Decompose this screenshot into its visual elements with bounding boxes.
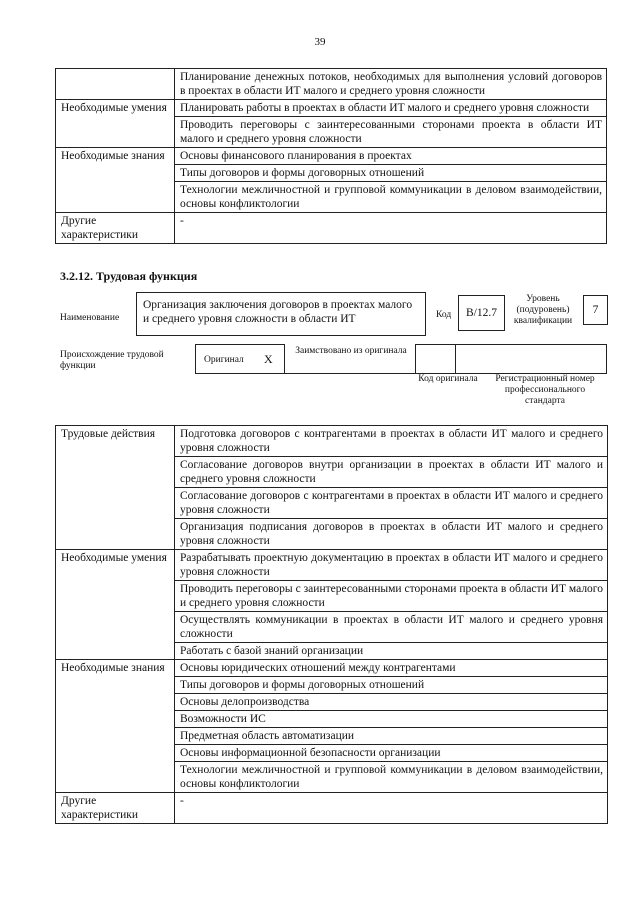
table-row: [56, 148, 607, 165]
origin-strip: [195, 344, 607, 374]
table-row: [56, 69, 607, 100]
qualification-level-box: 7: [583, 295, 608, 325]
code-box: B/12.7: [458, 295, 505, 331]
table-row: [56, 100, 607, 117]
qualification-level-label: Уровень (подуровень) квалификации: [513, 294, 573, 326]
row-label: Необходимые знания: [56, 660, 175, 793]
cell-text: Планировать работы в проектах в области ИТ малого и среднего уровня сложности: [175, 100, 607, 117]
labor-function-table: [55, 425, 608, 824]
cell-text: Возможности ИС: [175, 711, 608, 728]
code-label: Код: [436, 310, 452, 320]
cell-text: Осуществлять коммуникации в проектах в области ИТ малого и среднего уровня сложности: [175, 612, 608, 643]
cell-text: Согласование договоров внутри организации в проектах в области ИТ малого и среднего уровня сложности: [175, 457, 608, 488]
cell-text: Организация подписания договоров в проектах в области ИТ малого и среднего уровня сложности: [175, 519, 608, 550]
borrowed-label: Заимствовано из оригинала: [295, 346, 407, 356]
table-row: [56, 660, 608, 677]
origin-label: Происхождение трудовой функции: [60, 350, 164, 371]
cell-text: Проводить переговоры с заинтересованными сторонами проекта в области ИТ малого и среднего уровня сложности: [175, 581, 608, 612]
cell-text: Основы юридических отношений между контрагентами: [175, 660, 608, 677]
cell-text: Технологии межличностной и групповой коммуникации в деловом взаимодействии, основы конфликтологии: [175, 762, 608, 793]
section-heading: 3.2.12. Трудовая функция: [60, 269, 198, 283]
cell-text: Разрабатывать проектную документацию в проектах в области ИТ малого и среднего уровня сложности: [175, 550, 608, 581]
cell-text: Планирование денежных потоков, необходимых для выполнения условий договоров в проектах в области ИТ малого и среднего уровня сложности: [175, 69, 607, 100]
name-label: Наименование: [60, 313, 120, 323]
original-label: Оригинал: [204, 355, 244, 365]
registration-number-cell: [455, 344, 607, 374]
cell-text: Подготовка договоров с контрагентами в проектах в области ИТ малого и среднего уровня сложности: [175, 426, 608, 457]
original-cell: [195, 344, 285, 374]
function-name-box: Организация заключения договоров в проектах малого и среднего уровня сложности в области ИТ: [136, 292, 426, 336]
knowledge-table-continued: [55, 68, 607, 244]
registration-number-caption: Регистрационный номер профессионального стандарта: [495, 374, 595, 406]
cell-text: Проводить переговоры с заинтересованными сторонами проекта в области ИТ малого и среднего уровня сложности: [175, 117, 607, 148]
cell-text: Основы финансового планирования в проектах: [175, 148, 607, 165]
cell-text: Основы делопроизводства: [175, 694, 608, 711]
original-mark: X: [264, 352, 273, 366]
row-label: Трудовые действия: [56, 426, 175, 550]
table-row: [56, 793, 608, 824]
cell-text: Типы договоров и формы договорных отношений: [175, 677, 608, 694]
cell-text: Предметная область автоматизации: [175, 728, 608, 745]
row-label: Другие характеристики: [56, 213, 175, 244]
row-label: Необходимые умения: [56, 550, 175, 660]
original-code-caption: Код оригинала: [418, 374, 478, 384]
borrowed-cell: [284, 344, 416, 374]
row-label: Необходимые умения: [56, 100, 175, 148]
cell-text: Основы информационной безопасности организации: [175, 745, 608, 762]
table-row: [56, 550, 608, 581]
cell-text: Работать с базой знаний организации: [175, 643, 608, 660]
cell-text: Типы договоров и формы договорных отношений: [175, 165, 607, 182]
row-label: Другие характеристики: [56, 793, 175, 824]
table-row: [56, 426, 608, 457]
row-label: Необходимые знания: [56, 148, 175, 213]
original-code-cell: [415, 344, 456, 374]
table-row: [56, 213, 607, 244]
row-label: [56, 69, 175, 100]
cell-text: -: [175, 793, 608, 824]
page-number: 39: [314, 36, 326, 48]
cell-text: Согласование договоров с контрагентами в проектах в области ИТ малого и среднего уровня сложности: [175, 488, 608, 519]
cell-text: Технологии межличностной и групповой коммуникации в деловом взаимодействии, основы конфликтологии: [175, 182, 607, 213]
cell-text: -: [175, 213, 607, 244]
